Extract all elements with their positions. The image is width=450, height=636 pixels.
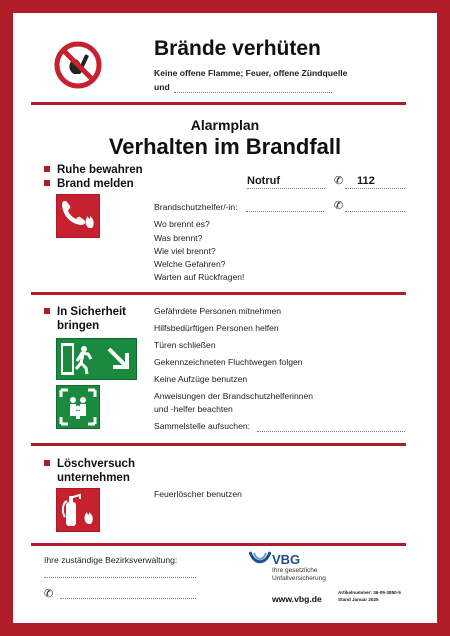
- divider: [31, 443, 406, 446]
- question-item: Was brennt?: [154, 233, 203, 243]
- question-item: Welche Gefahren?: [154, 259, 226, 269]
- action-item: Hilfsbedürftigen Personen helfen: [154, 323, 279, 333]
- section-label-extinguish: Löschversuch: [44, 457, 135, 471]
- vbg-logo-text: VBG: [272, 552, 301, 567]
- website-link[interactable]: www.vbg.de: [272, 594, 322, 604]
- vbg-tagline-1: Ihre gesetzliche: [272, 567, 318, 574]
- question-item: Wo brennt es?: [154, 219, 210, 229]
- assembly-point-line[interactable]: [257, 431, 405, 432]
- helper-name-line[interactable]: [246, 211, 324, 212]
- authority-phone-line[interactable]: [60, 598, 196, 599]
- section-label-safety: In Sicherheit: [44, 305, 126, 319]
- section-label-calm: Ruhe bewahren: [44, 163, 143, 177]
- bullet-icon: [44, 460, 50, 466]
- plan-title: Verhalten im Brandfall: [108, 134, 342, 159]
- article-number: Artikelnummer: 36-05-3850-5: [338, 590, 401, 595]
- notruf-number-line: [345, 188, 405, 189]
- action-item: und -helfer beachten: [154, 404, 233, 414]
- vbg-logo-mark: [249, 550, 271, 570]
- section-label-safety-2: bringen: [57, 320, 100, 332]
- divider: [31, 292, 406, 295]
- divider: [31, 543, 406, 546]
- notruf-line: [247, 188, 325, 189]
- issue-date: Stand Januar 2025: [338, 597, 379, 602]
- question-item: Wie viel brennt?: [154, 246, 216, 256]
- header-line-2: und: [154, 82, 170, 92]
- authority-line[interactable]: [44, 577, 196, 578]
- divider: [31, 102, 406, 105]
- bullet-icon: [44, 180, 50, 186]
- action-item: Türen schließen: [154, 340, 216, 350]
- bullet-icon: [44, 308, 50, 314]
- action-item: Gefährdete Personen mitnehmen: [154, 306, 282, 316]
- authority-label: Ihre zuständige Bezirksverwaltung:: [44, 555, 178, 565]
- action-item: Feuerlöscher benutzen: [154, 489, 242, 499]
- page-title: Brände verhüten: [154, 37, 321, 60]
- plan-kicker: Alarmplan: [190, 117, 260, 133]
- header-line-1: Keine offene Flamme; Feuer, offene Zündquelle: [154, 68, 348, 78]
- action-item: Keine Aufzüge benutzen: [154, 374, 248, 384]
- fire-alarm-telephone-sign: [56, 194, 100, 238]
- phone-icon: ✆: [334, 200, 344, 212]
- fire-extinguisher-sign: [56, 488, 100, 532]
- section-label-report: Brand melden: [44, 177, 134, 191]
- assembly-point-label: Sammelstelle aufsuchen:: [154, 421, 251, 431]
- phone-icon: ✆: [334, 175, 344, 187]
- action-item: Anweisungen der Brandschutzhelferinnen: [154, 391, 314, 401]
- notruf-number: 112: [357, 175, 375, 187]
- question-item: Warten auf Rückfragen!: [154, 272, 245, 282]
- bullet-icon: [44, 166, 50, 172]
- fill-in-line-ignition[interactable]: [174, 92, 332, 93]
- section-label-extinguish-2: unternehmen: [57, 472, 130, 484]
- phone-icon: ✆: [44, 588, 54, 600]
- vbg-tagline-2: Unfallversicherung: [272, 575, 326, 582]
- emergency-exit-sign: [56, 338, 137, 380]
- helper-label: Brandschutzhelfer/-in:: [154, 202, 238, 212]
- assembly-point-sign: [56, 385, 100, 429]
- notruf-label: Notruf: [247, 175, 280, 187]
- no-open-flame-icon: [54, 41, 102, 89]
- action-item: Gekennzeichneten Fluchtwegen folgen: [154, 357, 303, 367]
- helper-phone-line[interactable]: [345, 211, 405, 212]
